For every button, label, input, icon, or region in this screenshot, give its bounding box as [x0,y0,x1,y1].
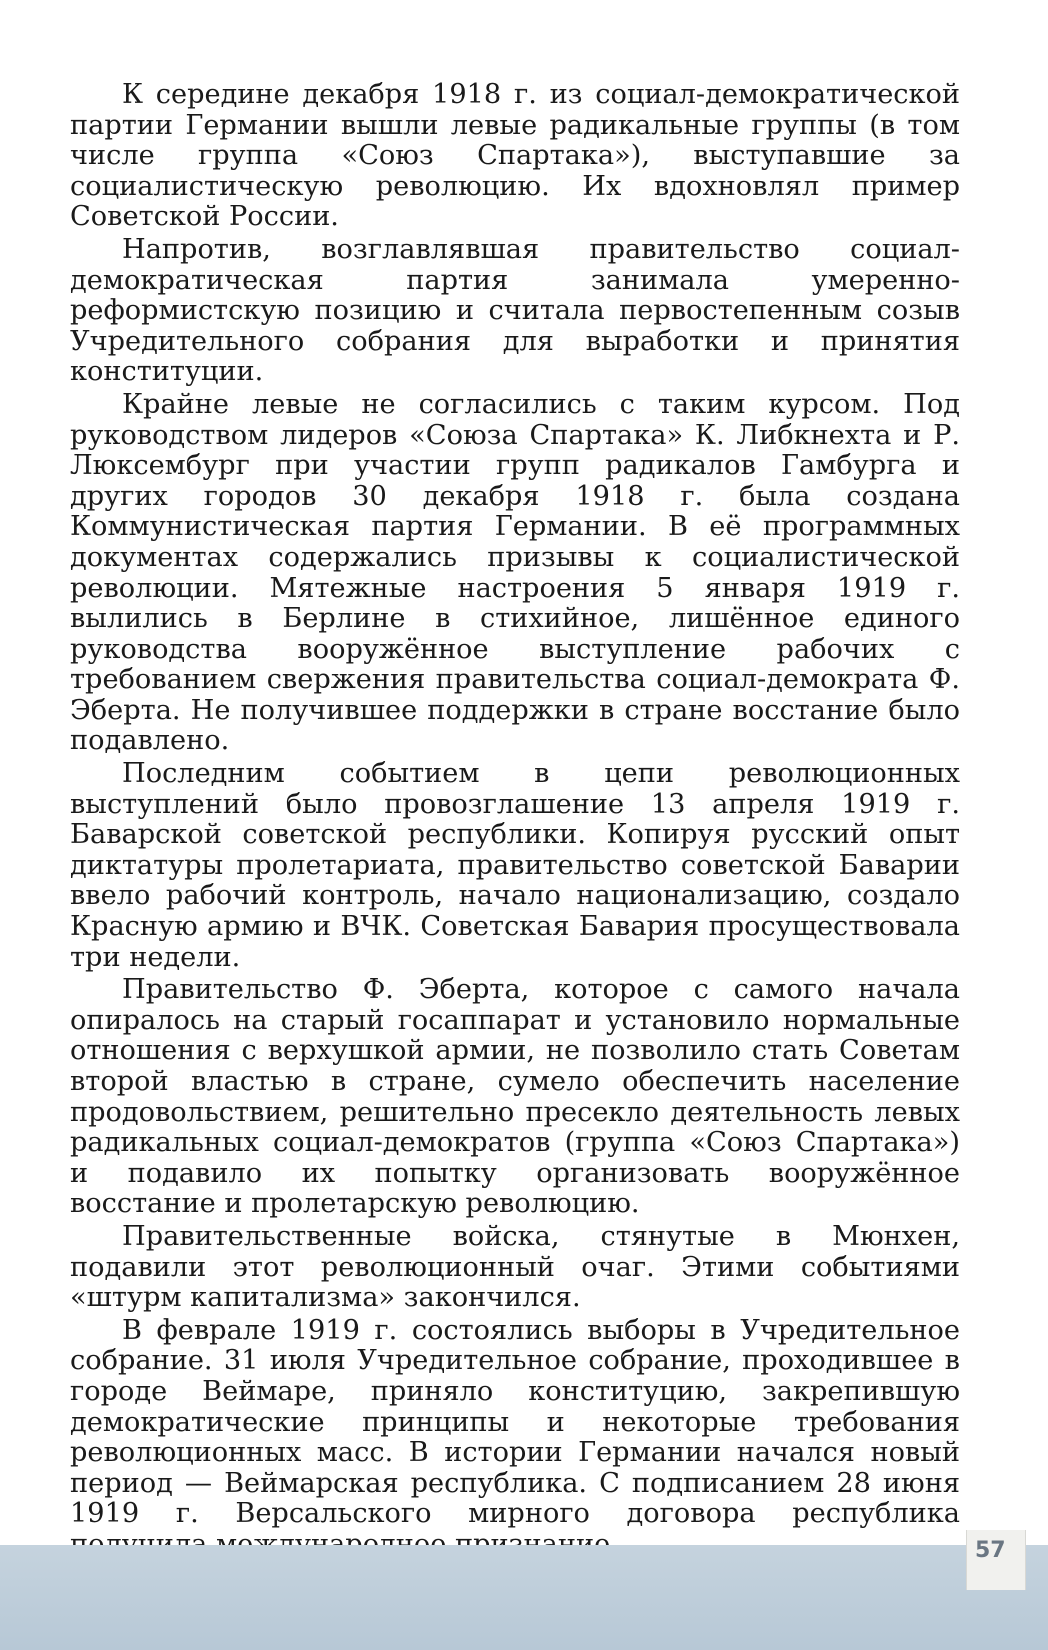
paragraph-5: Правительство Ф. Эберта, которое с самого начала опиралось на старый госаппарат и установило нормальные отношения с верхушкой армии, не позволило стать Советам второй властью в стране, сумело обеспечить население продовольствием, решительно пресекло деятельность левых радикальных социал-демократов (группа «Союз Спартака») и подавило их попытку организовать вооружённое восстание и пролетарскую революцию. [70,974,960,1220]
paragraph-3: Крайне левые не согласились с таким курсом. Под руководством лидеров «Союза Спартака» К. Либкнехта и Р. Люксембург при участии групп радикалов Гамбурга и других городов 30 декабря 1918 г. была создана Коммунистическая партия Германии. В её программных документах содержались призывы к социалистической революции. Мятежные настроения 5 января 1919 г. вылились в Берлине в стихийное, лишённое единого руководства вооружённое выступление рабочих с требованием свержения правительства социал-демократа Ф. Эберта. Не получившее поддержки в стране восстание было подавлено. [70,388,960,757]
page-body [70,80,960,1625]
page-number: 57 [975,1538,1006,1563]
paragraph-7: В феврале 1919 г. состоялись выборы в Учредительное собрание. 31 июля Учредительное собрание, проходившее в городе Веймаре, приняло конституцию, закрепившую демократические принципы и некоторые требования революционных масс. В истории Германии начался новый период — Веймарская республика. С подписанием 28 июня 1919 г. Версальского мирного договора республика [70,1314,960,1530]
paragraph-4: Последним событием в цепи революционных выступлений было провозглашение 13 апреля 1919 г. Баварской советской республики. Копируя русский опыт диктатуры пролетариата, правительство советской Баварии ввело рабочий контроль, начало национализацию, создало Красную армию и ВЧК. Советская Бавария просуществовала три недели. [70,758,960,973]
paragraph-1: К середине декабря 1918 г. из социал-демократической партии Германии вышли левые радикальные группы (в том числе группа «Союз Спартака»), выступавшие за социалистическую революцию. Их вдохновлял пример Советской России. [70,79,960,233]
paragraph-2: Напротив, возглавлявшая правительство социал-демократическая партия занимала умеренно-реформистскую позицию и считала первостепенным созыв Учредительного собрания для выработки и принятия конституции. [70,233,960,388]
paragraph-6: Правительственные войска, стянутые в Мюнхен, подавили этот революционный очаг. Этими событиями «штурм капитализма» закончился. [70,1220,960,1314]
page-footer-band [0,1545,1048,1650]
